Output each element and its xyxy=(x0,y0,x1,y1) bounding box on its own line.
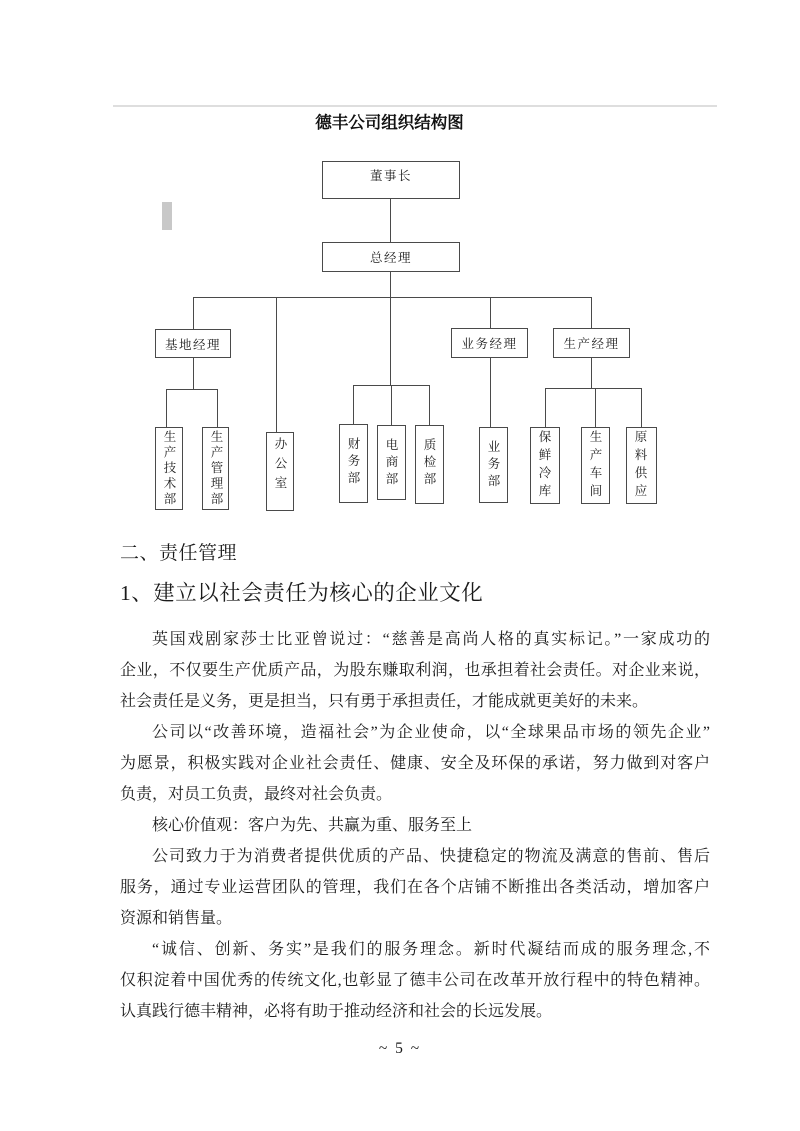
connector-line xyxy=(217,389,218,427)
org-node-label: 总经理 xyxy=(369,251,412,265)
org-node-production-workshop: 生产车间 xyxy=(581,427,610,504)
connector-line xyxy=(166,389,167,427)
connector-line xyxy=(390,199,391,242)
org-node-chairman xyxy=(322,161,460,199)
text-line: 企业，不仅要生产优质产品，为股东赚取利润，也承担着社会责任。对企业来说， xyxy=(120,662,710,679)
text-line: 服务，通过专业运营团队的管理，我们在各个店铺不断推出各类活动，增加客户 xyxy=(120,879,710,896)
org-node-label: 生产经理 xyxy=(563,337,620,351)
org-node-cold-storage: 保鲜冷库 xyxy=(530,427,560,504)
org-node-label: 业务经理 xyxy=(461,337,518,351)
connector-line xyxy=(591,297,592,328)
text-line: 公司以“改善环境，造福社会”为企业使命，以“全球果品市场的领先企业” xyxy=(152,724,710,741)
horizontal-divider xyxy=(113,105,717,107)
connector-line xyxy=(490,358,491,427)
org-node-production-tech-dept: 生产技术部 xyxy=(155,427,183,510)
connector-line xyxy=(193,297,194,329)
connector-line xyxy=(193,297,592,298)
connector-line xyxy=(391,385,392,425)
org-node-production-manager xyxy=(553,328,630,358)
connector-line xyxy=(276,297,277,432)
cursor-artifact-bar xyxy=(162,202,172,230)
connector-line xyxy=(595,388,596,427)
text-line: 负责，对员工负责，最终对社会负责。 xyxy=(120,786,393,803)
text-line: 核心价值观：客户为先、共赢为重、服务至上 xyxy=(152,817,473,834)
section-heading: 二、责任管理 xyxy=(120,543,238,564)
connector-line xyxy=(641,388,642,427)
text-line: 为愿景，积极实践对企业社会责任、健康、安全及环保的承诺，努力做到对客户 xyxy=(120,755,710,772)
org-node-ecommerce-dept: 电商部 xyxy=(377,425,406,500)
text-line: “诚信、创新、务实”是我们的服务理念。新时代凝结而成的服务理念,不 xyxy=(152,941,710,958)
org-chart-title: 德丰公司组织结构图 xyxy=(315,114,464,132)
connector-line xyxy=(545,388,546,427)
text-line: 资源和销售量。 xyxy=(120,910,233,927)
text-line: 认真践行德丰精神，必将有助于推动经济和社会的长远发展。 xyxy=(120,1003,553,1020)
org-node-general-manager xyxy=(322,242,460,272)
connector-line xyxy=(353,385,354,424)
org-node-finance-dept: 财务部 xyxy=(339,424,368,503)
connector-line xyxy=(193,358,194,389)
text-line: 英国戏剧家莎士比亚曾说过：“慈善是高尚人格的真实标记。”一家成功的 xyxy=(152,631,710,648)
org-node-business-manager xyxy=(451,328,528,358)
connector-line xyxy=(390,272,391,297)
connector-line xyxy=(591,358,592,388)
org-node-label: 董事长 xyxy=(369,169,412,183)
connector-line xyxy=(490,297,491,328)
org-node-business-dept: 业务部 xyxy=(479,427,508,503)
body-text xyxy=(120,624,710,1027)
org-node-office: 办公室 xyxy=(266,432,294,511)
org-node-production-mgmt-dept: 生产管理部 xyxy=(202,427,229,510)
org-node-raw-material-supply: 原料供应 xyxy=(626,427,657,504)
connector-line xyxy=(429,385,430,425)
org-node-base-manager xyxy=(155,329,231,358)
connector-line xyxy=(166,389,218,390)
org-node-label: 基地经理 xyxy=(164,337,221,352)
connector-line xyxy=(545,388,642,389)
connector-line xyxy=(390,297,391,385)
text-line: 仅积淀着中国优秀的传统文化,也彰显了德丰公司在改革开放行程中的特色精神。 xyxy=(120,972,710,989)
sub-heading: 1、建立以社会责任为核心的企业文化 xyxy=(120,581,484,605)
text-line: 社会责任是义务，更是担当，只有勇于承担责任，才能成就更美好的未来。 xyxy=(120,693,649,710)
text-line: 公司致力于为消费者提供优质的产品、快捷稳定的物流及满意的售前、售后 xyxy=(152,848,710,865)
page-number: ~ 5 ~ xyxy=(378,1040,422,1057)
org-node-quality-dept: 质检部 xyxy=(415,425,444,504)
